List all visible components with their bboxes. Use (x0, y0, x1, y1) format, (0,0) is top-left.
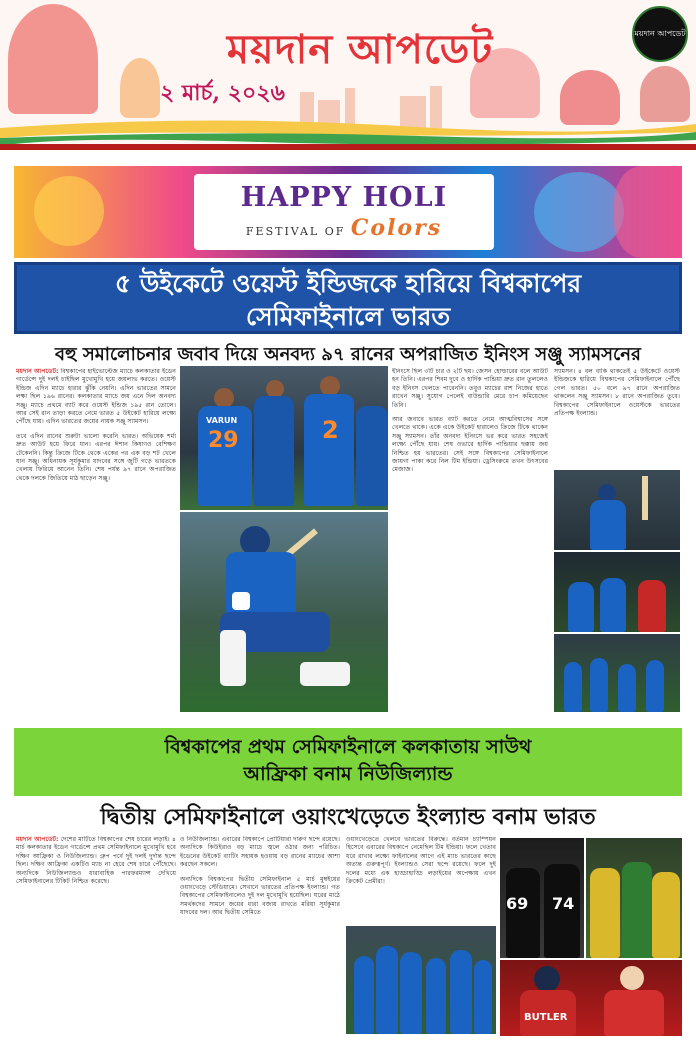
story1-col1-p2: তবে এদিন রানের শুরুটা ভালো করেনি ভারত। অভিষেক শর্মা দ্রুত আউট হয়ে ফিরে যান। এরপর ঈশান কিষাণও বেশিক্ষণ টেকেননি। কিন্তু ক্রিজে টিকে থেকে একের পর এক বড় শট খেলে যান সঞ্জু। অধিনায়ক সূর্যকুমার যাদবের সঙ্গে জুটি গড়ে ভারতকে খেলায় ফিরিয়ে আনেন তিনি। শেষ পর্যন্ত ৯৭ রানে অপরাজিত থেকে দলকে জিতিয়ে মাঠ ছাড়েন সঞ্জু। (16, 432, 176, 482)
holi-subtitle (194, 215, 494, 241)
south-africa-players-photo (586, 838, 682, 958)
team-walk-photo (554, 634, 680, 712)
england-number-1: 69 (506, 894, 529, 913)
story2-headline-line2: আফ্রিকা বনাম নিউজিল্যান্ড (243, 763, 453, 785)
story2-column-1 (16, 836, 176, 1036)
holi-greeting (194, 174, 494, 250)
india-team-photo (346, 926, 496, 1034)
story1-col4-p1: স্যামসন। ৪ বল বাকি থাকতেই ৫ উইকেটে ওয়েস্ট ইন্ডিজকে হারিয়ে বিশ্বকাপের সেমিফাইনালে পৌঁছে গেল ভারত। ৫০ বলে ৯৭ রানে অপরাজিত থাকলেন সঞ্জু স্যামসন। ৮ রানে অপরাজিত তুবে। বিশ্বকাপের সেমিফাইনালে ওয়েস্টকে ভারতের প্রতিপক্ষ ইংল্যান্ড। (554, 368, 680, 418)
masthead (0, 0, 696, 150)
story2-col2-p2: অন্যদিকে বিশ্বকাপের দ্বিতীয় সেমিফাইনাল ৫ মার্চ মুম্বইয়ের ওয়াংখেড়ে স্টেডিয়ামে। সেখানে ভারতের প্রতিপক্ষ ইংল্যান্ড। গত বিশ্বকাপের সেমিফাইনালেও দুই দল মুখোমুখি হয়েছিল। ঘরের মাঠে সমর্থকদের সামনে জয়ের ধারা বজায় রাখতে মরিয়া সূর্যকুমার যাদবের দল। আর দ্বিতীয় সেমিতে (180, 875, 340, 917)
story1-headline-line2: সেমিফাইনালে ভারত (245, 302, 451, 331)
story2-col2-p1: ও নিউজিল্যান্ড। এবারের বিশ্বকাপে প্রোটিয়ারা দারুণ ছন্দে রয়েছে। অন্যদিকে কিউইরাও বড় ম্যাচে জ্বলে ওঠার জন্য পরিচিত। ইডেনের উইকেট ব্যাটিং সহায়ক হওয়ায় বড় রানের ম্যাচের আশা করছেন সকলে। (180, 836, 340, 869)
story2-col1-p1: দেশের মাটিতে বিশ্বকাপের শেষ চারের লড়াই। ৪ মার্চ কলকাতার ইডেন গার্ডেন্সে প্রথম সেমিফাইনালে মুখোমুখি হবে দক্ষিণ আফ্রিকা ও নিউজিল্যান্ড। গ্রুপ পর্বে দুই দলই দুর্দান্ত ছন্দে ছিল। দক্ষিণ আফ্রিকা একটিও ম্যাচ না হেরে শেষ চারে পৌঁছেছে। অন্যদিকে নিউজিল্যান্ডও ধারাবাহিক পারফরম্যান্স দেখিয়ে সেমিফাইনালের টিকিট নিশ্চিত করেছে। (16, 836, 176, 886)
logo-text: ময়দান আপডেট (634, 28, 686, 38)
story2-dateline: ময়দান আপডেট: (16, 836, 59, 843)
story1-column-1 (16, 368, 176, 712)
jersey-number-2: 2 (322, 416, 339, 444)
batter-kneeling-photo (180, 512, 388, 712)
story1-headline (14, 262, 682, 334)
story1-col1-p1: বিশ্বকাপের হাইভোল্টেজ ম্যাচে কলকাতার ইডেন গার্ডেন্সে দুই দলই চাইছিল মুখোমুখি হয়ে জয়লাভ করতে। ওয়েস্ট ইন্ডিজ এদিন ম্যাচে হারার ঝুঁকি নেয়নি। এদিন ভারতের সামনে লক্ষ্য ছিল ১৯৬ রানের। কলকাতার ম্যাচে জয় এনে দিল অনবদ্য সঞ্জু। ম্যাচে প্রথমে ব্যাট করে ওয়েস্ট ইন্ডিজ ১৯৫ রান তোলে। আর সেই রান তাড়া করতে নেমে ভারত ৫ উইকেট হারিয়ে লক্ষ্যে পৌঁছে যায়। এদিন ভারতের জয়ের নায়ক সঞ্জু স্যামসন। (16, 368, 176, 426)
story2-headline (14, 728, 682, 796)
england-players-photo (500, 838, 584, 958)
runner-silhouette (640, 66, 690, 122)
story2-column-3 (346, 836, 496, 922)
story1-col3-p2: আর জবাবে ভারত ব্যাট করতে নেমে আত্মবিশ্বাসের সঙ্গে খেলতে থাকে। একে একে উইকেট হারালেও ক্রিজে টিকে থাকেন সঞ্জু স্যামসন। তাঁর অনবদ্য ইনিংসে ভর করে ভারত সহজেই লক্ষ্যে পৌঁছে যায়। শেষ ওভারে হার্দিক পান্ডিয়ার ছক্কায় জয় নিশ্চিত হয় ভারতের। সেই সঙ্গে বিশ্বকাপের সেমিফাইনালে জায়গা পাকা করে নিল টিম ইন্ডিয়া। ড্রেসিংরুমে তখন উৎসবের মেজাজ। (392, 416, 548, 474)
story1-subhead: বহু সমালোচনার জবাব দিয়ে অনবদ্য ৯৭ রানের অপরাজিত ইনিংস সঞ্জু স্যামসনের (55, 344, 641, 365)
batter-celebration-photo (554, 470, 680, 550)
story1-dateline: ময়দান আপডেট: (16, 368, 59, 375)
handshake-photo (554, 552, 680, 632)
holi-colors: Colors (350, 215, 443, 241)
story2-headline-line1: বিশ্বকাপের প্রথম সেমিফাইনালে কলকাতায় সাউথ (164, 736, 532, 758)
story1-col3-p1: ইনিংসে ছিল ৩টি চার ও ২টি ছয়। জেসন হোল্ডারের বলে আউট হন তিনি। এরপর শিবম দুবে ও হার্দিক পান্ডিয়া দ্রুত রান তুললেও বড় ইনিংস খেলতে পারেননি। তবুও ম্যাচের রাশ নিজের হাতে রাখেন সঞ্জু। সুযোগ পেলেই বাউন্ডারি মেরে চাপ কমিয়েছেন তিনি। (392, 368, 548, 409)
butler-name: BUTLER (524, 1012, 568, 1023)
england-number-2: 74 (552, 894, 575, 913)
holi-title: HAPPY HOLI (240, 182, 448, 213)
jersey-number: 29 (208, 428, 239, 453)
story1-headline-line1: ৫ উইকেটে ওয়েস্ট ইন্ডিজকে হারিয়ে বিশ্বকাপের (114, 269, 582, 298)
story2-column-2 (180, 836, 340, 1036)
story2-subhead: দ্বিতীয় সেমিফাইনালে ওয়াংখেড়েতে ইংল্যান্ড বনাম ভারত (100, 805, 596, 830)
holi-festival-of: FESTIVAL OF (245, 225, 346, 238)
holi-banner (14, 166, 682, 258)
jersey-name: VARUN (206, 416, 238, 425)
brand-logo (632, 6, 688, 62)
story1-column-4 (554, 368, 680, 468)
paper-title: ময়দান আপডেট (226, 26, 494, 73)
masthead-stripes (0, 118, 696, 150)
publication-date: ২ মার্চ, ২০২৬ (160, 80, 285, 106)
cricketer-silhouette (8, 4, 98, 114)
new-zealand-players-photo (500, 960, 682, 1036)
team-celebration-photo (180, 366, 388, 510)
story1-column-3 (392, 368, 548, 712)
story2-col3-p1: ওয়াংখেড়েতে খেলবে ভারতের বিরুদ্ধে। বর্তমান চ্যাম্পিয়ন হিসেবে এবারের বিশ্বকাপে নেমেছিল টিম ইন্ডিয়া। ফলে খেতাব ধরে রাখার লক্ষ্যে ফাইনালের আগে এই ম্যাচ ভারতের কাছে অত্যন্ত গুরুত্বপূর্ণ। ইংল্যান্ডও সেরা ছন্দে রয়েছে। ফলে দুই দলের মধ্যে এক হাড্ডাহাড্ডি লড়াইয়ের অপেক্ষায় এখন ক্রিকেট প্রেমীরা। (346, 836, 496, 886)
